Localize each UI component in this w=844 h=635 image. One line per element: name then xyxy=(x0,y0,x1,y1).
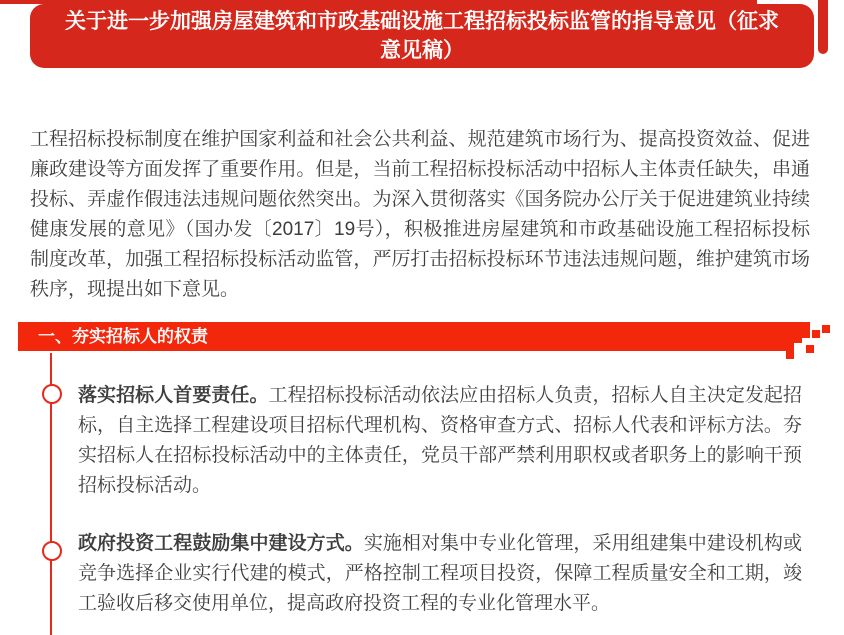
item-body: 工程招标投标活动依法应由招标人负责，招标人自主决定发起招标，自主选择工程建设项目招标代理机构、资格审查方式、招标人代表和评标方法。夯实招标人在招标投标活动中的主体责任，党员干部严禁利用职权或者职务上的影响干预招标投标活动。 xyxy=(78,385,802,496)
item-text xyxy=(78,381,802,501)
intro-paragraph: 工程招标投标制度在维护国家利益和社会公共利益、规范建筑市场行为、提高投资效益、促进廉政建设等方面发挥了重要作用。但是，当前工程招标投标活动中招标人主体责任缺失，串通投标、弄虚作假违法违规问题依然突出。为深入贯彻落实《国务院办公厅关于促进建筑业持续健康发展的意见》（国办发〔2017〕19号），积极推进房屋建筑和市政基础设施工程招标投标制度改革，加强工程招标投标活动监管，严厉打击招标投标环节违法违规问题，维护建筑市场秩序，现提出如下意见。 xyxy=(30,129,810,300)
item-text xyxy=(78,529,802,619)
title-banner xyxy=(30,4,814,68)
timeline-item xyxy=(78,529,802,619)
bullet-circle-marker xyxy=(42,541,62,561)
item-title: 政府投资工程鼓励集中建设方式。 xyxy=(78,533,364,554)
page-title: 关于进一步加强房屋建筑和市政基础设施工程招标投标监管的指导意见（征求意见稿） xyxy=(65,10,779,62)
bullet-circle-marker xyxy=(42,384,62,404)
pixel-dissolve-decoration xyxy=(794,343,802,351)
pixel-dissolve-decoration xyxy=(802,322,810,338)
item-body: 实施相对集中专业化管理，采用组建集中建设机构或竞争选择企业实行代建的模式，严格控制工程项目投资，保障工程质量安全和工期，竣工验收后移交使用单位，提高政府投资工程的专业化管理水平。 xyxy=(78,533,802,614)
top-right-red-fragment xyxy=(818,0,828,54)
pixel-dissolve-decoration xyxy=(786,351,794,359)
pixel-dissolve-decoration xyxy=(822,325,830,333)
section-header-bar xyxy=(18,322,802,351)
item-title: 落实招标人首要责任。 xyxy=(78,385,269,406)
pixel-dissolve-decoration xyxy=(812,330,820,338)
timeline-item xyxy=(78,381,802,501)
section-heading: 一、夯实招标人的权责 xyxy=(38,327,208,346)
pixel-dissolve-decoration xyxy=(806,345,814,353)
